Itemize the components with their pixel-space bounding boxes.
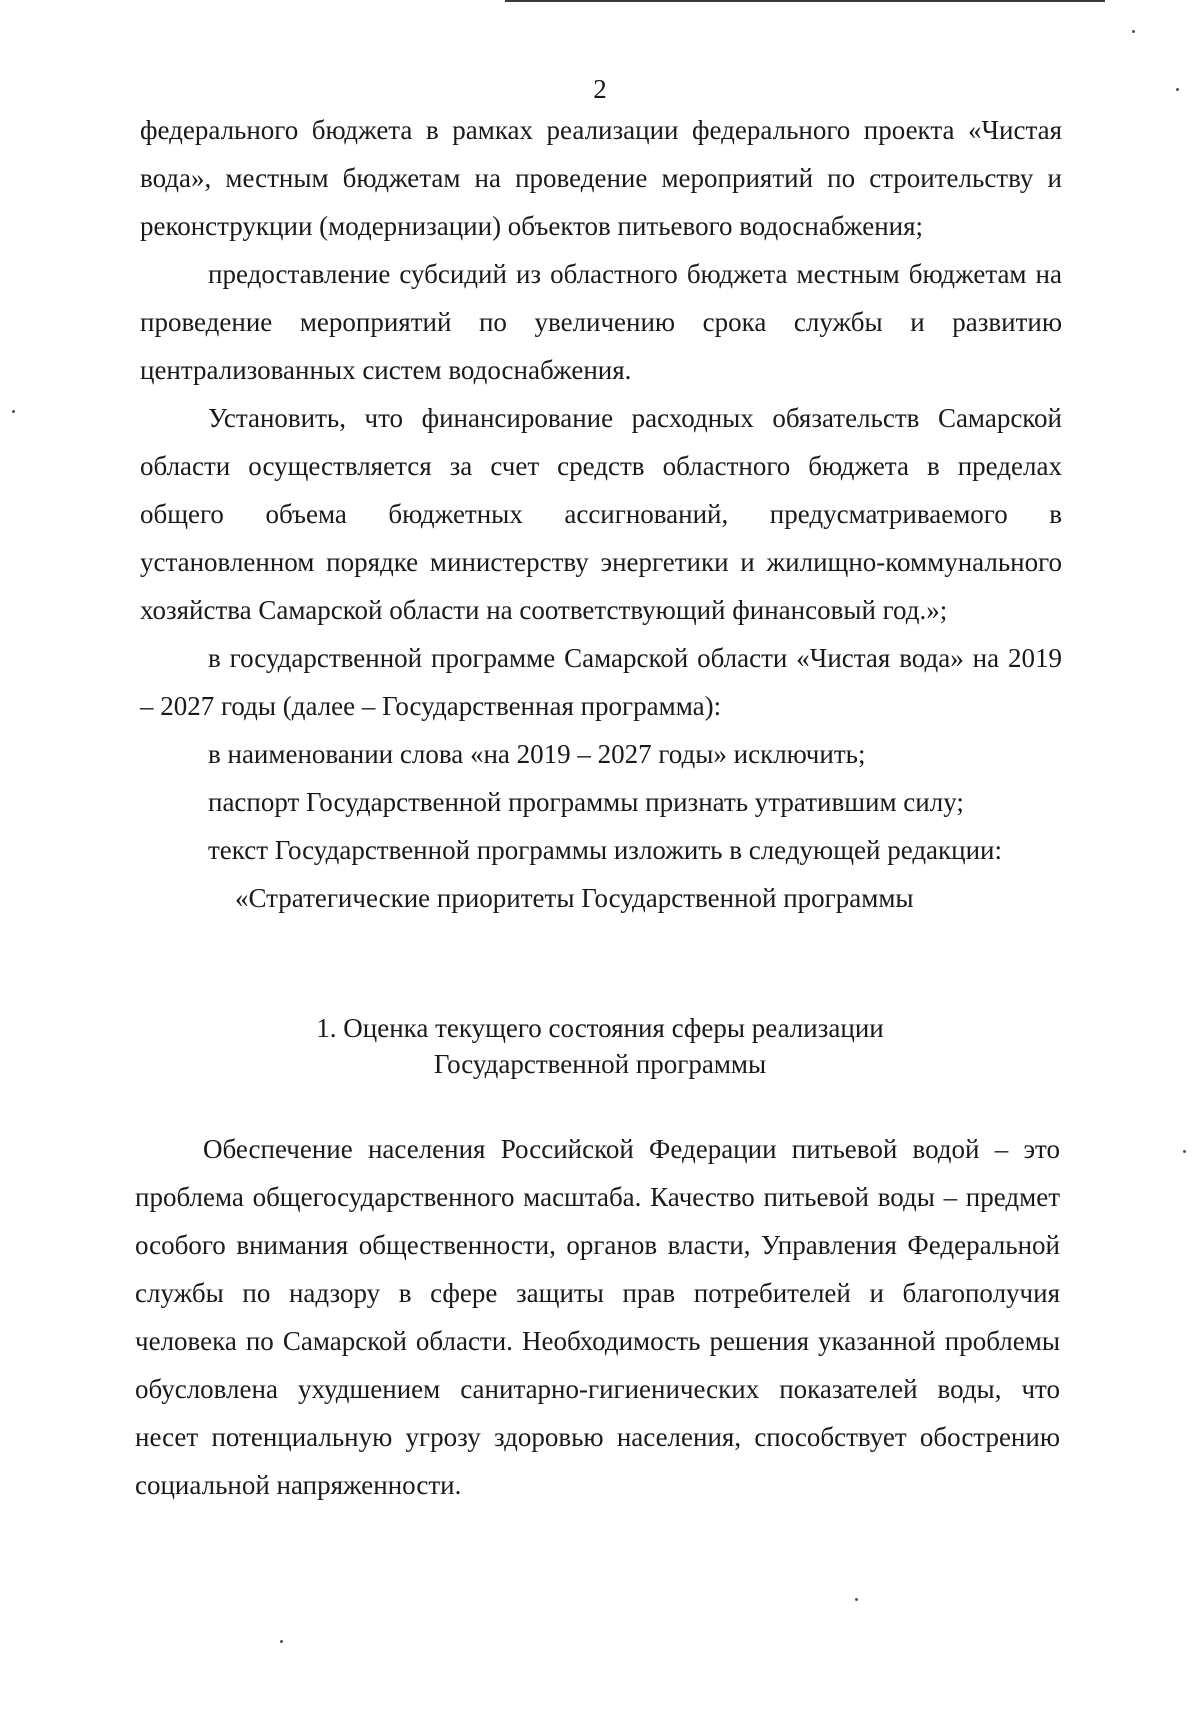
- scan-speck: [1132, 30, 1135, 33]
- document-body-bottom: [135, 1125, 1060, 1509]
- paragraph-water-supply: Обеспечение населения Российской Федерации питьевой водой – это проблема общегосударственного масштаба. Качество питьевой воды – предмет особого внимания общественности, органов власти, Управления Федеральной службы по надзору в сфере защиты прав потребителей и благополучия человека по Самарской области. Необходимость решения указанной проблемы обусловлена ухудшением санитарно-гигиенических показателей воды, что несет потенциальную угрозу здоровью населения, способствует обострению социальной напряженности.: [135, 1134, 1060, 1500]
- document-body-top: [140, 106, 1062, 922]
- paragraph-continuation: федерального бюджета в рамках реализации федерального проекта «Чистая вода», местным бюджетам на проведение мероприятий по строительству и реконструкции (модернизации) объектов питьевого водоснабжения;: [140, 115, 1062, 241]
- scan-speck: [1176, 88, 1179, 91]
- paragraph-financing: Установить, что финансирование расходных обязательств Самарской области осуществляется за счет средств областного бюджета в пределах общего объема бюджетных ассигнований, предусматриваемого в установленном порядке министерству энергетики и жилищно-коммунального хозяйства Самарской области на соответствующий финансовый год.»;: [140, 403, 1062, 625]
- scan-speck: [12, 410, 15, 413]
- section-heading: [0, 1010, 1200, 1082]
- paragraph-program-amendment: в государственной программе Самарской области «Чистая вода» на 2019 – 2027 годы (далее – Государственная программа):: [140, 643, 1062, 721]
- paragraph-subsidies: предоставление субсидий из областного бюджета местным бюджетам на проведение мероприятий по увеличению срока службы и развитию централизованных систем водоснабжения.: [140, 259, 1062, 385]
- paragraph-passport: паспорт Государственной программы признать утратившим силу;: [208, 787, 964, 817]
- section-heading-line-2: Государственной программы: [433, 1049, 767, 1079]
- paragraph-new-text: текст Государственной программы изложить в следующей редакции:: [208, 835, 1003, 865]
- section-heading-line-1: 1. Оценка текущего состояния сферы реализации: [316, 1013, 884, 1043]
- paragraph-name-change: в наименовании слова «на 2019 – 2027 годы» исключить;: [208, 739, 866, 769]
- page-number: 2: [593, 74, 607, 104]
- scan-speck: [1183, 1150, 1186, 1153]
- scan-edge-line: [505, 0, 1105, 2]
- scan-speck: [280, 1640, 283, 1643]
- paragraph-strategic-title: «Стратегические приоритеты Государственной программы: [235, 883, 914, 913]
- scan-speck: [855, 1598, 858, 1601]
